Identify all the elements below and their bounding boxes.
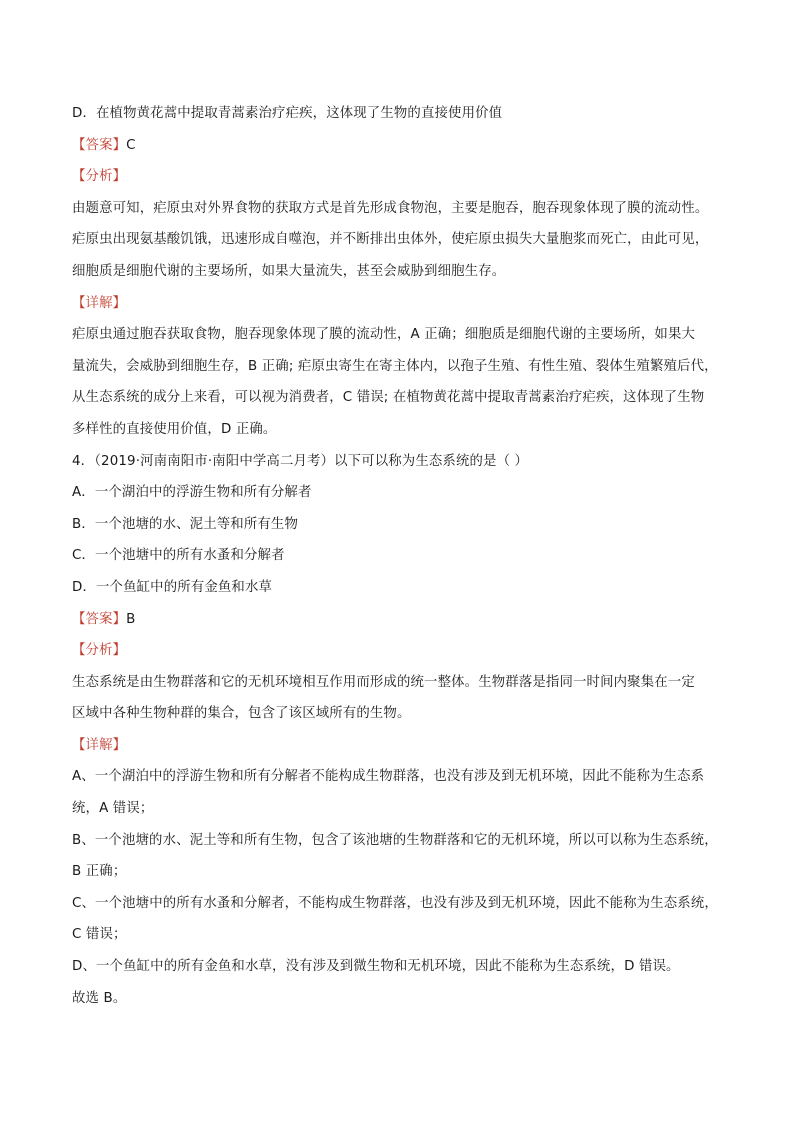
q3-detail-heading <box>72 288 732 320</box>
q4-answer-tag: 【答案】 <box>72 611 127 627</box>
q4-stem: 4．（2019·河南南阳市·南阳中学高二月考）以下可以称为生态系统的是（ ） <box>72 453 529 469</box>
q3-detail-line: 从生态系统的成分上来看，可以视为消费者，C 错误; 在植物黄花蒿中提取青蒿素治疗疟疾，这体现了生物 <box>72 390 705 406</box>
q4-option-d: D．一个鱼缸中的所有金鱼和水草 <box>72 579 273 595</box>
q3-detail-line: 量流失，会威胁到细胞生存，B 正确; 疟原虫寄生在寄主体内，以孢子生殖、有性生殖、裂体生殖繁殖后代， <box>72 358 718 374</box>
q4-detail-line: D、一个鱼缸中的所有金鱼和水草，没有涉及到微生物和无机环境，因此不能称为生态系统，D 错误。 <box>72 959 680 975</box>
document-page <box>72 98 732 1014</box>
q3-analysis-tag: 【分析】 <box>72 169 127 185</box>
q3-answer-value: C <box>126 137 136 153</box>
q4-detail-line: C、一个池塘中的所有水蚤和分解者，不能构成生物群落，也没有涉及到无机环境，因此不能称为生态系统， <box>72 895 718 911</box>
q4-analysis-line: 区域中各种生物种群的集合，包含了该区域所有的生物。 <box>72 706 411 722</box>
q4-analysis-line: 生态系统是由生物群落和它的无机环境相互作用而形成的统一整体。生物群落是指同一时间内聚集在一定 <box>72 674 695 690</box>
q3-answer-tag: 【答案】 <box>72 137 127 153</box>
q3-detail-tag: 【详解】 <box>72 295 127 311</box>
q3-detail-line: 多样性的直接使用价值，D 正确。 <box>72 421 277 437</box>
q4-analysis-heading <box>72 635 732 667</box>
q4-answer <box>72 604 732 636</box>
q4-analysis-tag: 【分析】 <box>72 643 127 659</box>
q4-detail-line: A、一个湖泊中的浮游生物和所有分解者不能构成生物群落，也没有涉及到无机环境，因此不能称为生态系 <box>72 769 705 785</box>
q3-analysis-line: 细胞质是细胞代谢的主要场所，如果大量流失，甚至会威胁到细胞生存。 <box>72 263 506 279</box>
q4-detail-heading <box>72 730 732 762</box>
q3-option-d: D．在植物黄花蒿中提取青蒿素治疗疟疾，这体现了生物的直接使用价值 <box>72 106 503 121</box>
q4-answer-value: B <box>126 611 136 627</box>
q3-detail-line: 疟原虫通过胞吞获取食物，胞吞现象体现了膜的流动性，A 正确；细胞质是细胞代谢的主要场所，如果大 <box>72 327 696 343</box>
q4-option-a: A．一个湖泊中的浮游生物和所有分解者 <box>72 485 312 501</box>
q3-analysis-line: 疟原虫出现氨基酸饥饿，迅速形成自噬泡，并不断排出虫体外，使疟原虫损失大量胞浆而死亡，由此可见， <box>72 232 709 248</box>
q4-detail-line: B、一个池塘的水、泥土等和所有生物，包含了该池塘的生物群落和它的无机环境，所以可以称为生态系统， <box>72 832 718 848</box>
q4-option-c: C．一个池塘中的所有水蚤和分解者 <box>72 548 285 564</box>
q3-analysis-heading <box>72 161 732 193</box>
q4-detail-line: 统，A 错误； <box>72 801 154 817</box>
q4-detail-line: 故选 B。 <box>72 990 127 1006</box>
q3-analysis-line: 由题意可知，疟原虫对外界食物的获取方式是首先形成食物泡，主要是胞吞，胞吞现象体现了膜的流动性。 <box>72 200 709 216</box>
q4-detail-line: B 正确； <box>72 864 127 880</box>
q4-option-b: B．一个池塘的水、泥土等和所有生物 <box>72 516 298 532</box>
q4-detail-line: C 错误； <box>72 927 127 943</box>
q3-answer <box>72 130 732 162</box>
q4-detail-tag: 【详解】 <box>72 737 127 753</box>
